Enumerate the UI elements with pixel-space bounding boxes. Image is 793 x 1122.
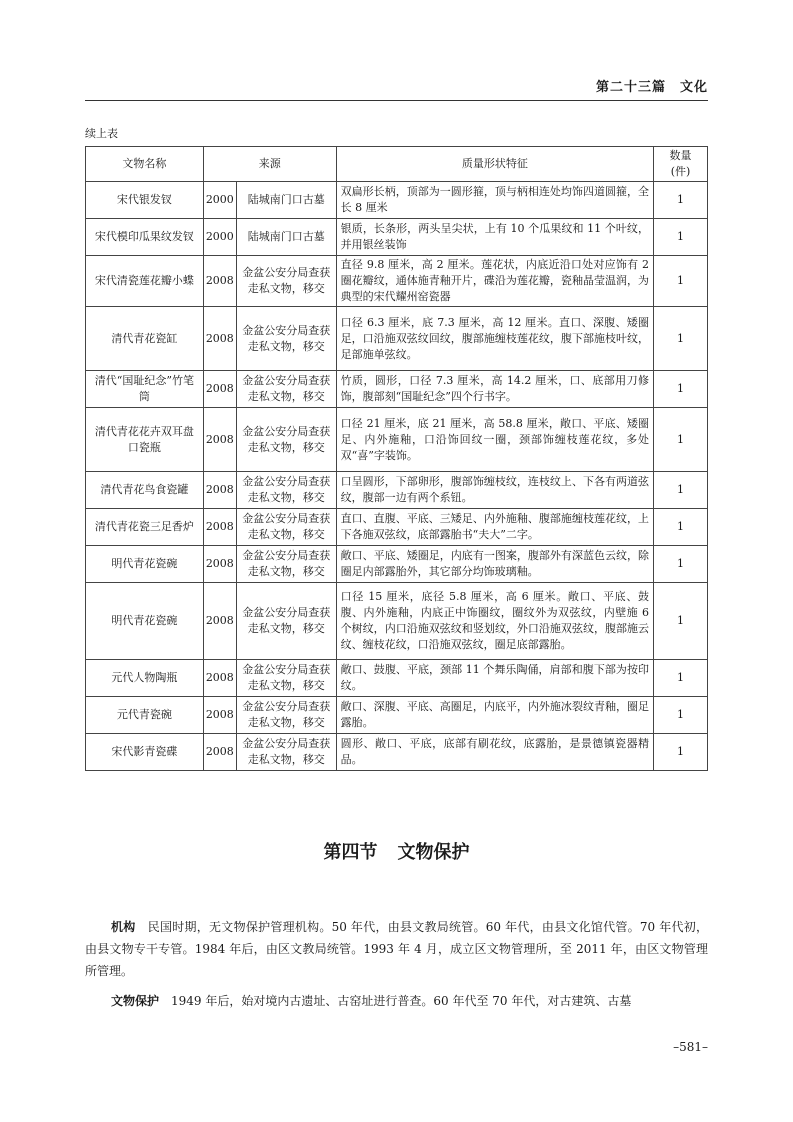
cell-qty: 1: [654, 408, 708, 472]
cell-desc: 敞口、鼓腹、平底，颈部 11 个舞乐陶俑，肩部和腹下部为按印纹。: [336, 660, 653, 697]
cell-name: 宋代银发钗: [86, 182, 204, 219]
cell-qty: 1: [654, 660, 708, 697]
relics-table: [85, 146, 708, 771]
cell-year: 2008: [203, 472, 236, 509]
cell-name: 明代青花瓷碗: [86, 583, 204, 660]
cell-desc: 竹质，圆形，口径 7.3 厘米，高 14.2 厘米，口、底部用刀修饰，腹部刻“国耻纪念”四个行书字。: [336, 371, 653, 408]
cell-source: 金盆公安分局查获走私文物，移交: [236, 371, 336, 408]
table-row: [86, 408, 708, 472]
cell-year: 2008: [203, 509, 236, 546]
cell-source: 陆城南门口古墓: [236, 219, 336, 256]
cell-name: 宋代模印瓜果纹发钗: [86, 219, 204, 256]
page-header: [85, 70, 708, 100]
cell-source: 金盆公安分局查获走私文物，移交: [236, 472, 336, 509]
header-rule: [85, 100, 708, 101]
cell-qty: 1: [654, 307, 708, 371]
cell-desc: 敞口、平底、矮圈足，内底有一图案，腹部外有深蓝色云纹，除圈足内部露胎外，其它部分均饰玻璃釉。: [336, 546, 653, 583]
cell-year: 2008: [203, 371, 236, 408]
cell-desc: 口径 21 厘米，底 21 厘米，高 58.8 厘米，敞口、平底、矮圈足、内外施釉，口沿饰回纹一圈，颈部饰缠枝莲花纹，多处双“喜”字装饰。: [336, 408, 653, 472]
col-header-desc: 质量形状特征: [336, 147, 653, 182]
cell-year: 2008: [203, 256, 236, 307]
cell-name: 宋代清瓷莲花瓣小蝶: [86, 256, 204, 307]
cell-year: 2000: [203, 219, 236, 256]
cell-name: 清代“国耻纪念”竹笔筒: [86, 371, 204, 408]
table-row: [86, 660, 708, 697]
cell-qty: 1: [654, 509, 708, 546]
chapter-title: 第二十三篇 文化: [595, 80, 708, 95]
cell-source: 金盆公安分局查获走私文物，移交: [236, 697, 336, 734]
table-row: [86, 583, 708, 660]
paragraph-text: 民国时期，无文物保护管理机构。50 年代，由县文教局统管。60 年代，由县文化馆代管。70 年代初，由县文物专干专管。1984 年后，由区文教局统管。1993 年 4 月，成立区文物管理所，至 2011 年，由区文物管理所管理。: [85, 920, 708, 978]
cell-name: 元代人物陶瓶: [86, 660, 204, 697]
table-row: [86, 219, 708, 256]
cell-name: 清代青花花卉双耳盘口瓷瓶: [86, 408, 204, 472]
cell-year: 2008: [203, 697, 236, 734]
cell-name: 清代青花鸟食瓷罐: [86, 472, 204, 509]
continued-label: 续上表: [85, 127, 118, 140]
table-row: [86, 472, 708, 509]
col-header-name: 文物名称: [86, 147, 204, 182]
table-row: [86, 734, 708, 771]
cell-year: 2008: [203, 408, 236, 472]
cell-name: 宋代影青瓷碟: [86, 734, 204, 771]
cell-source: 金盆公安分局查获走私文物，移交: [236, 546, 336, 583]
cell-year: 2000: [203, 182, 236, 219]
cell-name: 明代青花瓷碗: [86, 546, 204, 583]
cell-source: 金盆公安分局查获走私文物，移交: [236, 660, 336, 697]
cell-source: 金盆公安分局查获走私文物，移交: [236, 307, 336, 371]
section-number: 第四节: [323, 842, 378, 863]
cell-qty: 1: [654, 256, 708, 307]
cell-name: 元代青瓷碗: [86, 697, 204, 734]
table-row: [86, 256, 708, 307]
cell-source: 金盆公安分局查获走私文物，移交: [236, 509, 336, 546]
col-header-source: 来源: [203, 147, 336, 182]
cell-year: 2008: [203, 307, 236, 371]
paragraph-lead: 文物保护: [111, 994, 160, 1008]
cell-name: 清代青花瓷缸: [86, 307, 204, 371]
cell-desc: 口呈圆形，下部卵形，腹部饰缠枝纹，连枝纹上、下各有两道弦纹，腹部一边有两个系钮。: [336, 472, 653, 509]
table-row: [86, 371, 708, 408]
cell-desc: 圆形、敞口、平底，底部有刷花纹，底露胎，是景德镇瓷器精品。: [336, 734, 653, 771]
cell-desc: 口径 15 厘米，底径 5.8 厘米，高 6 厘米。敞口、平底、鼓腹、内外施釉，内底正中饰圈纹，圈纹外为双弦纹，内壁施 6 个树纹，内口沿施双弦纹和竖划纹，外口沿施双弦纹，腹部施云纹、缠枝花纹，口沿施双弦纹，圈足底部露胎。: [336, 583, 653, 660]
cell-desc: 银质，长条形，两头呈尖状，上有 10 个瓜果纹和 11 个叶纹，并用银丝装饰: [336, 219, 653, 256]
cell-year: 2008: [203, 546, 236, 583]
table-row: [86, 546, 708, 583]
cell-desc: 直口、直腹、平底、三矮足、内外施釉、腹部施缠枝莲花纹，上下各施双弦纹，底部露胎书“夫大”二字。: [336, 509, 653, 546]
table-row: [86, 509, 708, 546]
cell-desc: 敞口、深腹、平底、高圈足，内底平，内外施冰裂纹青釉，圈足露胎。: [336, 697, 653, 734]
page-number: –581–: [673, 1040, 708, 1054]
cell-qty: 1: [654, 734, 708, 771]
cell-qty: 1: [654, 472, 708, 509]
table-header-row: [86, 147, 708, 182]
table-row: [86, 697, 708, 734]
cell-year: 2008: [203, 734, 236, 771]
table-row: [86, 307, 708, 371]
paragraph-text: 1949 年后，始对境内古遗址、古窑址进行普查。60 年代至 70 年代，对古建筑、古墓: [171, 994, 632, 1008]
cell-qty: 1: [654, 219, 708, 256]
paragraph-institution: [85, 916, 708, 982]
paragraph-lead: 机构: [111, 920, 136, 934]
table-row: [86, 182, 708, 219]
cell-source: 金盆公安分局查获走私文物，移交: [236, 256, 336, 307]
cell-year: 2008: [203, 583, 236, 660]
cell-desc: 口径 6.3 厘米，底 7.3 厘米，高 12 厘米。直口、深腹、矮圈足，口沿施双弦纹回纹，腹部施缠枝莲花纹，腹下部施枝叶纹，足部施单弦纹。: [336, 307, 653, 371]
cell-qty: 1: [654, 546, 708, 583]
cell-year: 2008: [203, 660, 236, 697]
col-header-qty: 数量 (件): [654, 147, 708, 182]
cell-qty: 1: [654, 182, 708, 219]
cell-desc: 直径 9.8 厘米，高 2 厘米。莲花状，内底近沿口处对应饰有 2 圈花瓣纹，通体施青釉开片，碟沿为莲花瓣，瓷釉晶莹温润，为典型的宋代耀州窑瓷器: [336, 256, 653, 307]
section-title: [0, 838, 793, 864]
cell-source: 陆城南门口古墓: [236, 182, 336, 219]
cell-qty: 1: [654, 697, 708, 734]
cell-desc: 双扁形长柄，顶部为一圆形箍，顶与柄相连处均饰四道圆箍，全长 8 厘米: [336, 182, 653, 219]
cell-source: 金盆公安分局查获走私文物，移交: [236, 408, 336, 472]
cell-source: 金盆公安分局查获走私文物，移交: [236, 583, 336, 660]
paragraph-protection: [85, 990, 708, 1012]
cell-qty: 1: [654, 371, 708, 408]
section-name: 文物保护: [397, 842, 470, 863]
cell-source: 金盆公安分局查获走私文物，移交: [236, 734, 336, 771]
cell-name: 清代青花瓷三足香炉: [86, 509, 204, 546]
cell-qty: 1: [654, 583, 708, 660]
